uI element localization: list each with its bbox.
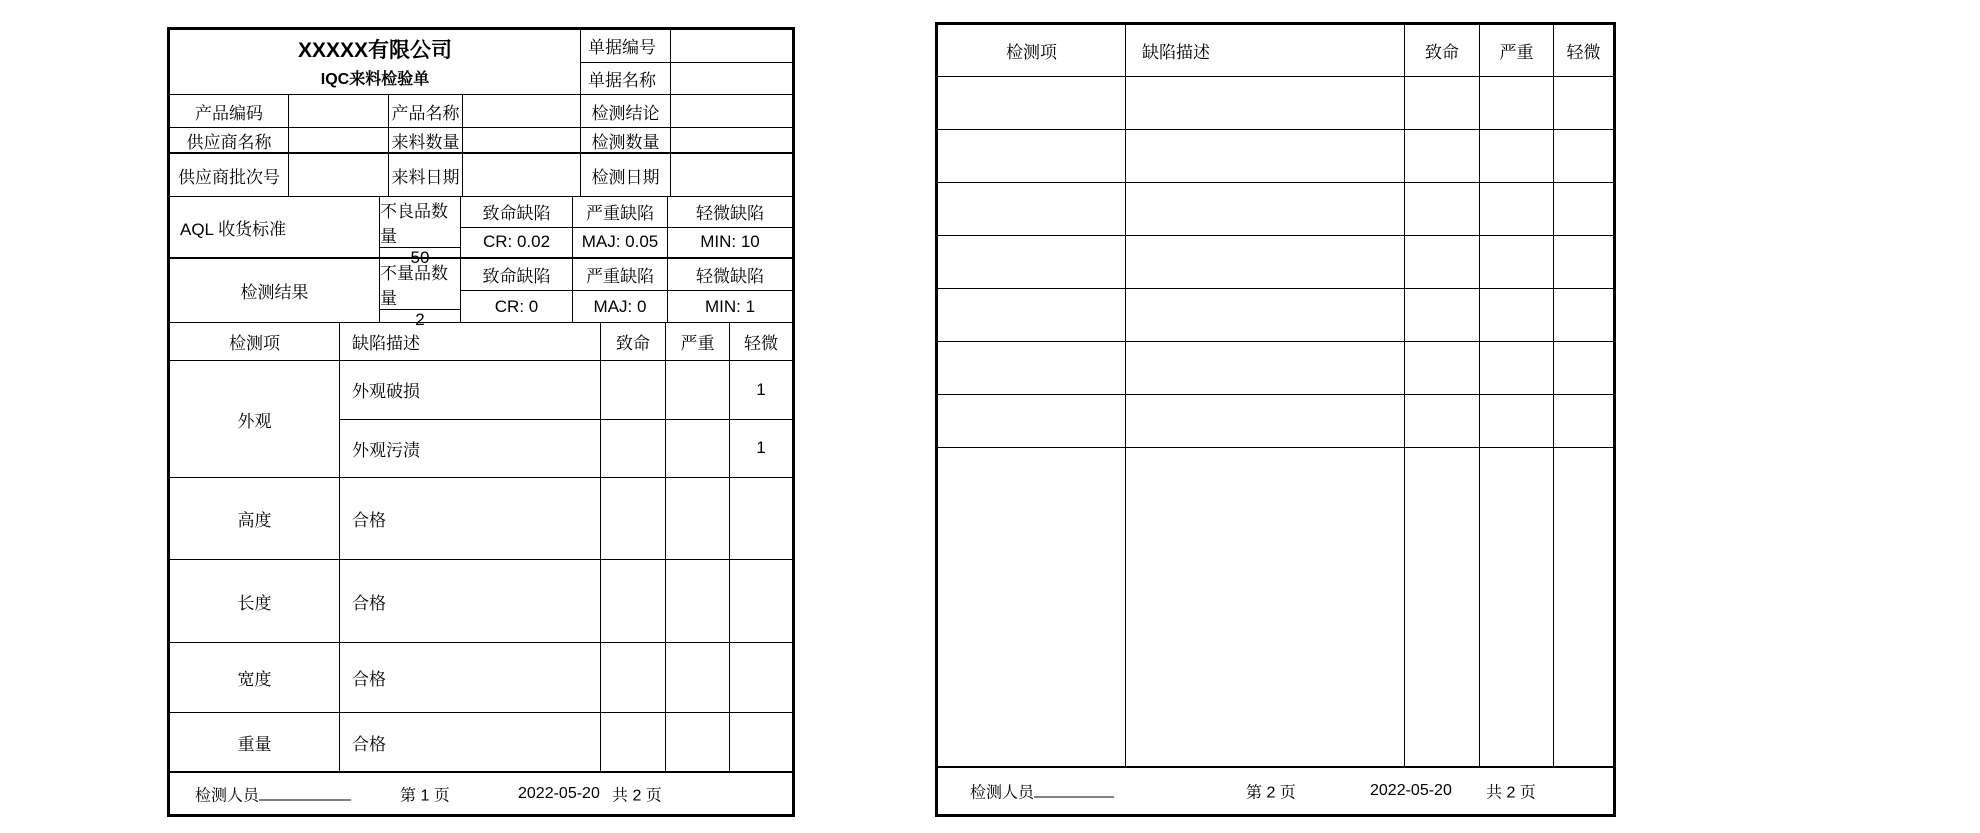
product-code-value [289, 95, 389, 127]
page-1 [167, 27, 795, 817]
result-major [573, 259, 668, 322]
result-defective-qty-value: 2 [415, 310, 425, 329]
info-row-product [170, 95, 792, 128]
detail-header-major: 严重 [1480, 25, 1554, 76]
detail-header-row [938, 25, 1613, 77]
major-count [666, 478, 730, 559]
critical-count [601, 361, 666, 419]
inspector-signature [195, 782, 351, 805]
empty-row [938, 130, 1613, 183]
critical-count [601, 560, 666, 642]
result-defective-qty-label: 不量品数量 [380, 259, 460, 310]
company-title: XXXXX有限公司 [297, 38, 453, 62]
minor-count [730, 560, 792, 642]
desc-cell [1126, 236, 1405, 288]
form-title: IQC来料检验单 [320, 71, 430, 89]
defect-desc: 合格 [340, 713, 601, 771]
item-cell [938, 289, 1126, 341]
critical-count [601, 478, 666, 559]
detail-header-minor: 轻微 [744, 334, 778, 353]
major-cell [1480, 130, 1554, 182]
info-row-supplier [170, 128, 792, 154]
minor-cell [1554, 289, 1613, 341]
detail-row-appearance-damage [340, 361, 792, 420]
defect-desc: 合格 [340, 643, 601, 712]
result-section-label: 检测结果 [170, 259, 380, 322]
critical-cell [1405, 183, 1480, 235]
page2-footer [938, 768, 1613, 814]
supplier-batch-value [289, 154, 389, 196]
aql-section-label: AQL 收货标准 [170, 197, 380, 257]
defect-desc: 合格 [340, 478, 601, 559]
product-name-value [463, 95, 581, 127]
critical-cell [1405, 395, 1480, 447]
empty-row [938, 183, 1613, 236]
aql-minor-value: MIN: 10 [700, 232, 760, 252]
title-area [170, 30, 581, 94]
item-cell [938, 342, 1126, 394]
detail-header-critical: 致命 [1405, 25, 1480, 76]
doc-name-label: 单据名称 [581, 63, 671, 95]
result-defective-qty [380, 259, 461, 329]
detail-row-width [340, 643, 792, 712]
total-pages: 共 2 页 [612, 787, 662, 804]
minor-cell [1554, 77, 1613, 129]
desc-cell [1126, 448, 1405, 766]
product-name-label: 产品名称 [389, 95, 463, 127]
inspector-label: 检测人员 [970, 784, 1035, 802]
aql-defective-qty-value: 50 [410, 248, 430, 267]
critical-count [601, 420, 666, 478]
empty-row [938, 342, 1613, 395]
defect-desc: 合格 [340, 560, 601, 642]
aql-major [573, 197, 668, 257]
detail-header-critical: 致命 [601, 323, 666, 360]
major-cell [1480, 342, 1554, 394]
critical-cell [1405, 289, 1480, 341]
detail-header-item: 检测项 [938, 25, 1126, 76]
critical-cell [1405, 130, 1480, 182]
major-cell [1480, 183, 1554, 235]
page1-footer [170, 773, 792, 814]
minor-count [730, 713, 792, 771]
detail-header-item: 检测项 [170, 323, 340, 360]
detail-group-height [170, 478, 792, 560]
detail-item-width: 宽度 [170, 643, 340, 712]
item-cell [938, 77, 1126, 129]
critical-cell [1405, 77, 1480, 129]
detail-row-length [340, 560, 792, 642]
item-cell [938, 130, 1126, 182]
major-cell [1480, 289, 1554, 341]
doc-no-value [671, 30, 792, 62]
inspector-signature-line [1034, 784, 1114, 798]
major-cell [1480, 77, 1554, 129]
inspect-result-value [671, 95, 792, 127]
result-critical-label: 致命缺陷 [461, 259, 572, 291]
doc-no-row [581, 30, 792, 63]
critical-count [601, 643, 666, 712]
aql-defective-qty-label: 不良品数量 [380, 197, 460, 248]
major-count [666, 713, 730, 771]
result-major-value: MAJ: 0 [593, 296, 647, 316]
aql-major-value: MAJ: 0.05 [581, 232, 659, 252]
desc-cell [1126, 289, 1405, 341]
desc-cell [1126, 130, 1405, 182]
inspect-qty-value [671, 128, 792, 152]
major-cell [1480, 448, 1554, 766]
major-count [666, 420, 730, 478]
detail-header-desc: 缺陷描述 [340, 323, 601, 360]
minor-count [730, 643, 792, 712]
major-cell [1480, 236, 1554, 288]
footer-date: 2022-05-20 [1370, 782, 1452, 799]
supplier-name-value [289, 128, 389, 152]
incoming-date-value [463, 154, 581, 196]
doc-name-value [671, 63, 792, 95]
minor-cell [1554, 395, 1613, 447]
detail-row-weight [340, 713, 792, 771]
detail-header-desc: 缺陷描述 [1126, 25, 1405, 76]
critical-count [601, 713, 666, 771]
detail-group-length [170, 560, 792, 643]
detail-item-length: 长度 [170, 560, 340, 642]
defect-desc: 外观破损 [340, 361, 601, 419]
minor-cell [1554, 448, 1613, 766]
detail-row-height [340, 478, 792, 559]
empty-row [938, 77, 1613, 130]
empty-row [938, 289, 1613, 342]
detail-group-width [170, 643, 792, 713]
minor-count [730, 478, 792, 559]
inspect-qty-label: 检测数量 [581, 128, 671, 152]
critical-cell [1405, 448, 1480, 766]
aql-section [170, 197, 792, 267]
aql-critical-label: 致命缺陷 [461, 197, 572, 228]
product-code-label: 产品编码 [170, 95, 289, 127]
result-minor-value: MIN: 1 [704, 296, 756, 316]
item-cell [938, 236, 1126, 288]
detail-group-weight [170, 713, 792, 773]
detail-group-appearance [170, 361, 792, 478]
item-cell [938, 448, 1126, 766]
total-pages: 共 2 页 [1486, 784, 1536, 802]
title-block [170, 30, 792, 95]
detail-item-weight: 重量 [170, 713, 340, 771]
empty-row [938, 236, 1613, 289]
minor-cell [1554, 342, 1613, 394]
aql-minor-label: 轻微缺陷 [668, 197, 792, 228]
info-row-batch [170, 154, 792, 197]
detail-item-appearance: 外观 [170, 361, 340, 477]
page-number: 第 2 页 [1246, 784, 1296, 802]
footer-date: 2022-05-20 [518, 784, 600, 802]
minor-count: 1 [756, 438, 766, 458]
minor-cell [1554, 183, 1613, 235]
doc-info-box [581, 30, 792, 94]
inspect-date-value [671, 154, 792, 196]
item-cell [938, 395, 1126, 447]
inspector-signature-line [259, 786, 351, 800]
desc-cell [1126, 342, 1405, 394]
desc-cell [1126, 395, 1405, 447]
major-count [666, 361, 730, 419]
defect-desc: 外观污渍 [340, 420, 601, 478]
major-count [666, 560, 730, 642]
minor-count: 1 [756, 379, 766, 399]
aql-critical [461, 197, 573, 257]
result-section [170, 259, 792, 329]
detail-item-height: 高度 [170, 478, 340, 559]
major-count [666, 643, 730, 712]
result-major-label: 严重缺陷 [573, 259, 667, 291]
inspect-result-label: 检测结论 [581, 95, 671, 127]
doc-no-label: 单据编号 [581, 30, 671, 62]
minor-cell [1554, 236, 1613, 288]
detail-header-major: 严重 [666, 323, 730, 360]
result-critical-value: CR: 0 [494, 296, 539, 316]
detail-header-row [170, 323, 792, 361]
detail-header-minor: 轻微 [1566, 43, 1601, 62]
incoming-qty-label: 来料数量 [389, 128, 463, 152]
desc-cell [1126, 77, 1405, 129]
inspect-date-label: 检测日期 [581, 154, 671, 196]
supplier-batch-label: 供应商批次号 [170, 154, 289, 196]
doc-name-row [581, 63, 792, 95]
result-minor [668, 259, 792, 322]
aql-defective-qty [380, 197, 461, 267]
aql-minor [668, 197, 792, 257]
aql-critical-value: CR: 0.02 [482, 232, 551, 252]
result-critical [461, 259, 573, 322]
incoming-date-label: 来料日期 [389, 154, 463, 196]
aql-major-label: 严重缺陷 [573, 197, 667, 228]
minor-cell [1554, 130, 1613, 182]
inspector-label: 检测人员 [195, 787, 260, 804]
incoming-qty-value [463, 128, 581, 152]
desc-cell [1126, 183, 1405, 235]
critical-cell [1405, 236, 1480, 288]
result-minor-label: 轻微缺陷 [668, 259, 792, 291]
page-2 [935, 22, 1616, 817]
inspector-signature [970, 780, 1114, 803]
item-cell [938, 183, 1126, 235]
major-cell [1480, 395, 1554, 447]
empty-row-tall [938, 448, 1613, 768]
supplier-name-label: 供应商名称 [170, 128, 289, 152]
page-number: 第 1 页 [400, 787, 450, 804]
detail-row-appearance-stain [340, 420, 792, 478]
critical-cell [1405, 342, 1480, 394]
empty-row [938, 395, 1613, 448]
